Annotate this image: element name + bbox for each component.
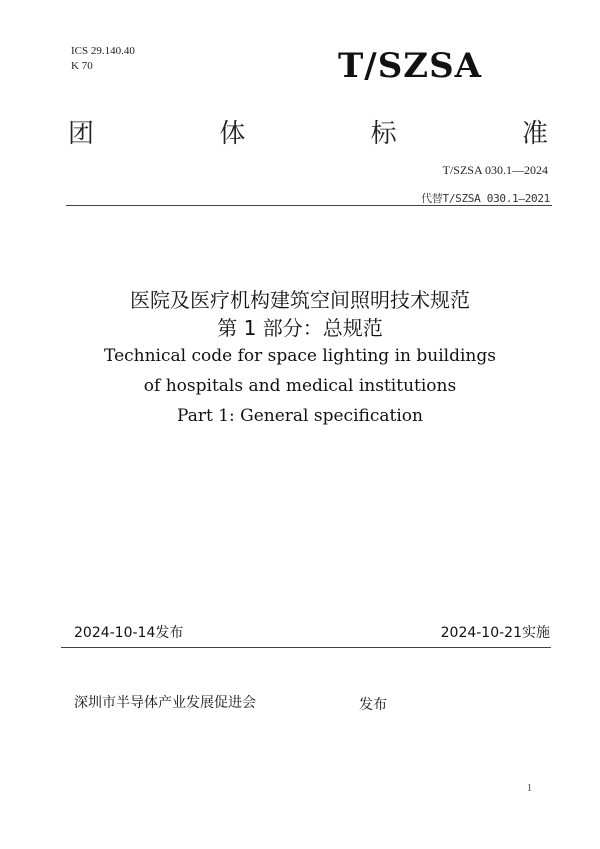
standard-type-char: 准 <box>521 119 548 149</box>
ccs-code: K 70 <box>71 60 93 72</box>
english-part-title: Part 1: General specification <box>177 406 423 426</box>
issuing-organization: 深圳市半导体产业发展促进会 <box>74 695 256 711</box>
standard-type-char: 标 <box>370 119 397 149</box>
ics-code: ICS 29.140.40 <box>71 45 135 57</box>
english-title-line-1: Technical code for space lighting in buildings <box>104 346 496 366</box>
publish-date: 2024-10-14发布 <box>74 625 184 641</box>
replaces-standard: 代替T/SZSA 030.1—2021 <box>421 192 550 205</box>
page-number: 1 <box>527 783 532 794</box>
standard-type-char: 体 <box>219 119 246 149</box>
header-divider <box>66 205 552 206</box>
implementation-date: 2024-10-21实施 <box>440 625 550 641</box>
publish-label: 发布 <box>359 697 387 713</box>
standard-number: T/SZSA 030.1—2024 <box>442 163 548 177</box>
chinese-title: 医院及医疗机构建筑空间照明技术规范 <box>130 288 470 312</box>
english-title-line-2: of hospitals and medical institutions <box>143 376 457 396</box>
chinese-part-title: 第 1 部分：总规范 <box>217 316 383 340</box>
standard-type-char: 团 <box>68 119 95 149</box>
classification-codes <box>71 44 135 74</box>
standard-brand-logo: T/SZSA <box>338 46 483 86</box>
date-divider <box>61 647 551 648</box>
standard-type-heading <box>68 113 548 150</box>
